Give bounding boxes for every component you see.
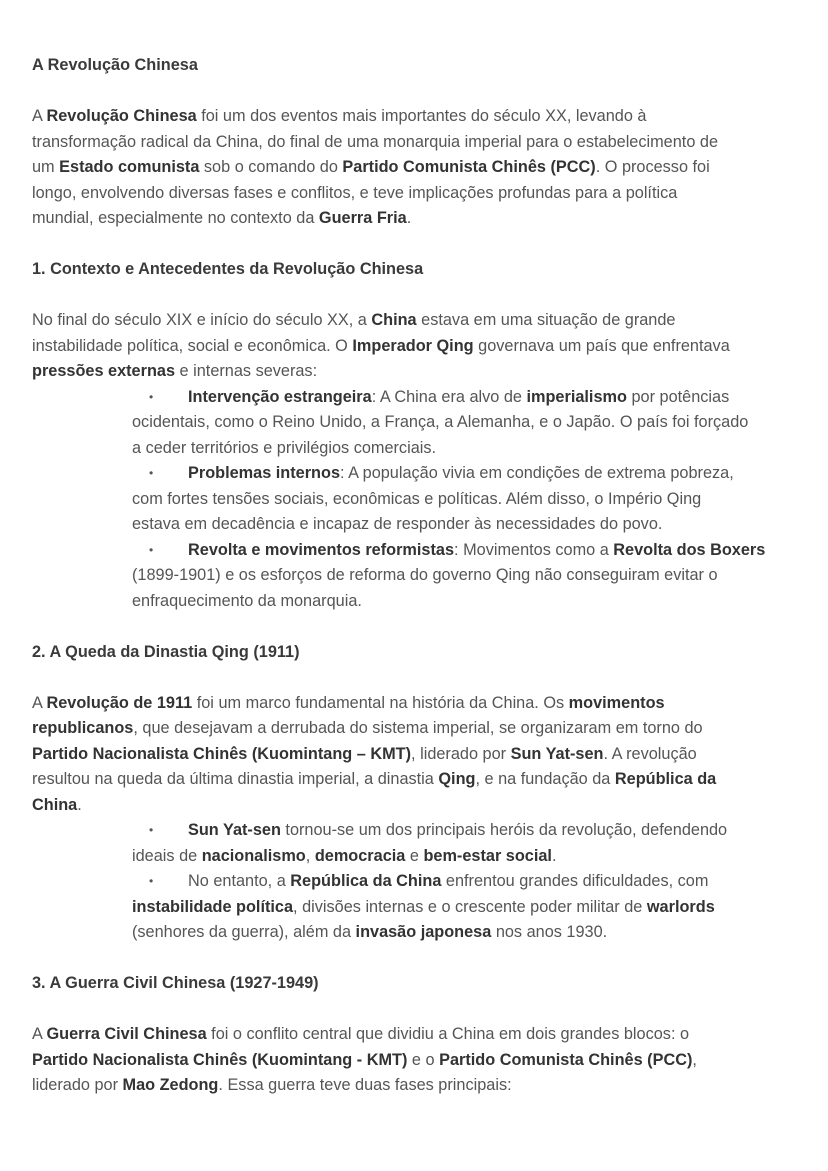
bullet-item (32, 461, 802, 538)
text-run: enfrentou grandes dificuldades, com (441, 872, 709, 890)
document-title: A Revolução Chinesa (32, 56, 198, 74)
bullet-continuation-line (32, 589, 802, 615)
bullet-text (132, 464, 734, 482)
text-run: . A revolução (603, 744, 697, 763)
paragraph-line (32, 691, 802, 717)
bullet-first-line (32, 818, 802, 844)
text-run: ideais de (132, 846, 202, 865)
text-run: . (77, 795, 82, 814)
paragraph-line (32, 155, 802, 181)
bold-term: Partido Comunista Chinês (PCC) (439, 1050, 693, 1069)
bullet-first-line (32, 869, 802, 895)
sections (32, 232, 802, 1099)
bullet-item (32, 385, 802, 462)
bold-term: Mao Zedong (122, 1076, 219, 1094)
text-run: . (551, 846, 557, 865)
section-2 (32, 614, 802, 946)
section-paragraph (32, 691, 802, 819)
bullet-first-line (32, 538, 802, 564)
text-run: . (406, 209, 412, 227)
bullet-continuation-line (32, 410, 802, 436)
bold-term: Estado comunista (59, 158, 200, 176)
bullet-icon: • (149, 542, 154, 557)
bold-term: Guerra Fria (318, 209, 407, 227)
bold-term: nacionalismo (201, 846, 306, 865)
text-run: e (405, 846, 424, 865)
bullet-continuation-line (32, 563, 802, 589)
text-run: foi um dos eventos mais importantes do século XX, levando à (196, 107, 647, 125)
section-paragraph (32, 308, 802, 385)
bold-term: imperialismo (526, 387, 627, 406)
paragraph-line (32, 206, 802, 232)
paragraph-line (32, 1022, 802, 1048)
text-run: : Movimentos como a (454, 540, 614, 559)
intro-paragraph (32, 104, 802, 232)
bullet-list (32, 818, 802, 946)
document-page (32, 53, 802, 1099)
text-run: , e na fundação da (475, 770, 615, 788)
bold-term: República da (614, 770, 717, 788)
text-run: transformação radical da China, do final de uma monarquia imperial para o estabelecimento de (32, 132, 719, 151)
bullet-item (32, 538, 802, 615)
section-3 (32, 946, 802, 1099)
bullet-icon: • (149, 874, 154, 888)
paragraph-line (32, 742, 802, 768)
section-heading: 2. A Queda da Dinastia Qing (1911) (32, 642, 300, 661)
text-run: a ceder territórios e privilégios comerciais. (132, 438, 437, 457)
text-run: (senhores da guerra), além da (132, 923, 356, 941)
text-run: tornou-se um dos principais heróis da revolução, defendendo (280, 821, 728, 839)
bullet-list (32, 385, 802, 615)
bold-term: bem-estar social (423, 846, 552, 865)
text-run: estava em decadência e incapaz de responder às necessidades do povo. (132, 515, 663, 533)
text-run: No final do século XIX e início do século XX, a (32, 311, 372, 329)
paragraph-line (32, 334, 802, 360)
paragraph-line (32, 130, 802, 156)
text-run: foi um marco fundamental na história da China. Os (192, 693, 569, 712)
bold-term: China (32, 795, 78, 814)
bold-term: republicanos (32, 719, 134, 737)
text-run: , (305, 846, 315, 865)
text-run: (1899-1901) e os esforços de reforma do governo Qing não conseguiram evitar o (132, 566, 718, 584)
bold-term: Revolução de 1911 (46, 693, 193, 712)
text-run: ocidentais, como o Reino Unido, a França, a Alemanha, e o Japão. O país foi forçado (132, 413, 749, 431)
bold-term: pressões externas (32, 362, 176, 380)
text-run: : A China era alvo de (371, 387, 527, 406)
bold-term: Sun Yat-sen (510, 744, 604, 763)
bold-term: Partido Comunista Chinês (PCC) (342, 158, 596, 176)
text-run: , liderado por (411, 744, 511, 763)
bullet-item (32, 818, 802, 869)
bullet-icon: • (149, 823, 154, 837)
text-run: um (32, 158, 60, 176)
text-run: e internas severas: (175, 362, 318, 380)
section-1 (32, 232, 802, 615)
bold-term: Intervenção estrangeira (188, 387, 372, 406)
bold-term: democracia (314, 846, 406, 865)
text-run: nos anos 1930. (491, 923, 608, 941)
text-run: foi o conflito central que dividiu a China em dois grandes blocos: o (206, 1025, 690, 1043)
text-run: A (32, 1025, 47, 1043)
section-paragraph (32, 1022, 802, 1099)
bullet-text (132, 388, 729, 406)
text-run: longo, envolvendo diversas fases e conflitos, e teve implicações profundas para a política (32, 183, 678, 202)
text-run: resultou na queda da última dinastia imperial, a dinastia (32, 770, 439, 788)
text-run: instabilidade política, social e econômica. O (32, 336, 353, 355)
text-run: com fortes tensões sociais, econômicas e políticas. Além disso, o Império Qing (132, 489, 702, 508)
bullet-continuation-line (32, 487, 802, 513)
bullet-first-line (32, 461, 802, 487)
paragraph-line (32, 767, 802, 793)
bullet-continuation-line (32, 920, 802, 946)
bold-term: Partido Nacionalista Chinês (Kuomintang – KMT) (32, 744, 412, 763)
text-run: , (692, 1050, 697, 1069)
text-run: por potências (626, 387, 730, 406)
bold-term: Revolução Chinesa (46, 107, 197, 125)
paragraph-line (32, 308, 802, 334)
paragraph-line (32, 1048, 802, 1074)
section-heading: 1. Contexto e Antecedentes da Revolução Chinesa (32, 260, 424, 278)
bullet-item (32, 869, 802, 946)
text-run: governava um país que enfrentava (473, 336, 730, 355)
bold-term: instabilidade política (132, 897, 294, 916)
bullet-first-line (32, 385, 802, 411)
section-heading: 3. A Guerra Civil Chinesa (1927-1949) (32, 974, 319, 992)
text-run: , divisões internas e o crescente poder militar de (293, 897, 647, 916)
text-run: mundial, especialmente no contexto da (32, 209, 319, 227)
bold-term: invasão japonesa (355, 923, 492, 941)
text-run: : A população vivia em condições de extrema pobreza, (340, 464, 734, 482)
bold-term: China (371, 311, 417, 329)
paragraph-line (32, 793, 802, 819)
bold-term: Partido Nacionalista Chinês (Kuomintang - KMT) (32, 1050, 408, 1069)
bold-term: warlords (646, 897, 715, 916)
text-run: sob o comando do (199, 158, 343, 176)
text-run: A (32, 107, 47, 125)
text-run: , que desejavam a derrubada do sistema imperial, se organizaram em torno do (133, 719, 703, 737)
bold-term: República da China (290, 872, 442, 890)
bullet-text (132, 541, 765, 559)
paragraph-line (32, 181, 802, 207)
bullet-text (132, 872, 708, 890)
text-run: . Essa guerra teve duas fases principais: (218, 1076, 512, 1094)
paragraph-line (32, 716, 802, 742)
bold-term: Guerra Civil Chinesa (46, 1025, 207, 1043)
text-run: liderado por (32, 1076, 123, 1094)
bullet-continuation-line (32, 512, 802, 538)
bullet-icon: • (149, 466, 154, 480)
paragraph-line (32, 359, 802, 385)
bold-term: Sun Yat-sen (188, 821, 281, 839)
text-run: No entanto, a (188, 872, 291, 890)
bold-term: Revolta dos Boxers (613, 540, 766, 559)
paragraph-line (32, 1073, 802, 1099)
text-run: enfraquecimento da monarquia. (132, 591, 362, 610)
bold-term: Problemas internos (188, 464, 341, 482)
text-run: A (32, 693, 47, 712)
bullet-text (132, 821, 727, 839)
bold-term: movimentos (568, 693, 665, 712)
bullet-continuation-line (32, 895, 802, 921)
text-run: . O processo foi (595, 158, 710, 176)
bullet-continuation-line (32, 844, 802, 870)
bold-term: Imperador Qing (352, 336, 474, 355)
bold-term: Revolta e movimentos reformistas (188, 540, 455, 559)
paragraph-line (32, 104, 802, 130)
bold-term: Qing (438, 770, 476, 788)
text-run: e o (407, 1050, 440, 1069)
text-run: estava em uma situação de grande (416, 311, 676, 329)
bullet-continuation-line (32, 436, 802, 462)
bullet-icon: • (149, 389, 154, 404)
